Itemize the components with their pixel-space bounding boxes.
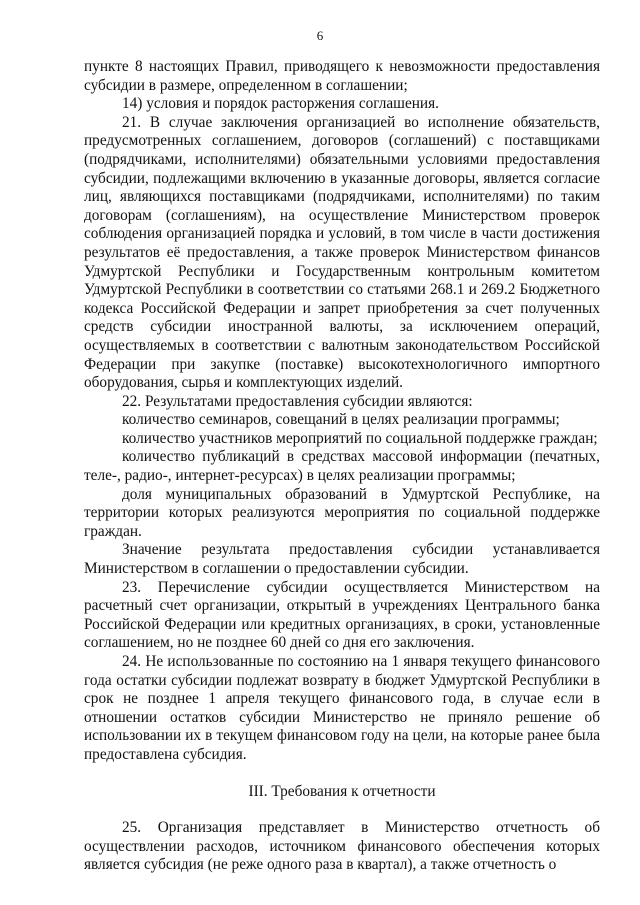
page-number: 6	[316, 28, 324, 43]
paragraph-22: 22. Результатами предоставления субсидии являются:	[122, 392, 473, 410]
result-item-seminars: количество семинаров, совещаний в целях реализации программы;	[122, 411, 560, 429]
paragraph-24: 24. Не использованные по состоянию на 1 января текущего финансового года остатки субсидии подлежат возврату в бюджет Удмуртской Республики в срок не позднее 1 апреля текущего финансового года, в случае если в отношении остатков субсидии Министерство не приняло решение об использовании их в текущем финансовом году на цели, на которые ранее была предоставлена субсидия.	[84, 653, 600, 763]
result-item-participants: количество участников мероприятий по социальной поддержке граждан;	[122, 429, 598, 447]
paragraph-21: 21. В случае заключения организацией во исполнение обязательств, предусмотренных соглашением, договоров (соглашений) с поставщиками (подрядчиками, исполнителями) обязательными условиями предоставления субсидии, подлежащими включению в указанные договоры, является согласие лиц, являющихся поставщиками (подрядчиками, исполнителями) по таким договорам (соглашениям), на осуществление Министерством проверок соблюдения организацией порядка и условий, в том числе в части достижения результатов её предоставления, а также проверок Министерством финансов Удмуртской Республики и Государственным контрольным комитетом Удмуртской Республики в соответствии со статьями 268.1 и 269.2 Бюджетного кодекса Российской Федерации и запрет приобретения за счет полученных средств субсидии иностранной валюты, за исключением операций, осуществляемых в соответствии с валютным законодательством Российской Федерации при закупке (поставке) высокотехнологичного импортного оборудования, сырья и комплектующих изделий.	[84, 113, 600, 392]
result-item-publications: количество публикаций в средствах массовой информации (печатных, теле-, радио-, интернет-ресурсах) в целях реализации программы;	[84, 448, 600, 485]
result-item-municipalities: доля муниципальных образований в Удмуртской Республике, на территории которых реализуются мероприятия по социальной поддержке граждан.	[84, 485, 600, 540]
paragraph-25: 25. Организация представляет в Министерство отчетность об осуществлении расходов, источником финансового обеспечения которых является субсидия (не реже одного раза в квартал), а также отчетность о	[84, 819, 600, 874]
paragraph-continuation: пункте 8 настоящих Правил, приводящего к невозможности предоставления субсидии в размере, определенном в соглашении;	[84, 58, 600, 94]
paragraph-item-14: 14) условия и порядок расторжения соглашения.	[122, 95, 439, 113]
result-value-paragraph: Значение результата предоставления субсидии устанавливается Министерством в соглашении о предоставлении субсидии.	[84, 541, 600, 578]
paragraph-23: 23. Перечисление субсидии осуществляется Министерством на расчетный счет организации, открытый в учреждениях Центрального банка Российской Федерации или кредитных организациях, в сроки, установленные соглашением, но не позднее 60 дней со дня его заключения.	[84, 578, 600, 652]
section-heading: III. Требования к отчетности	[248, 782, 436, 800]
page-content	[84, 58, 600, 875]
